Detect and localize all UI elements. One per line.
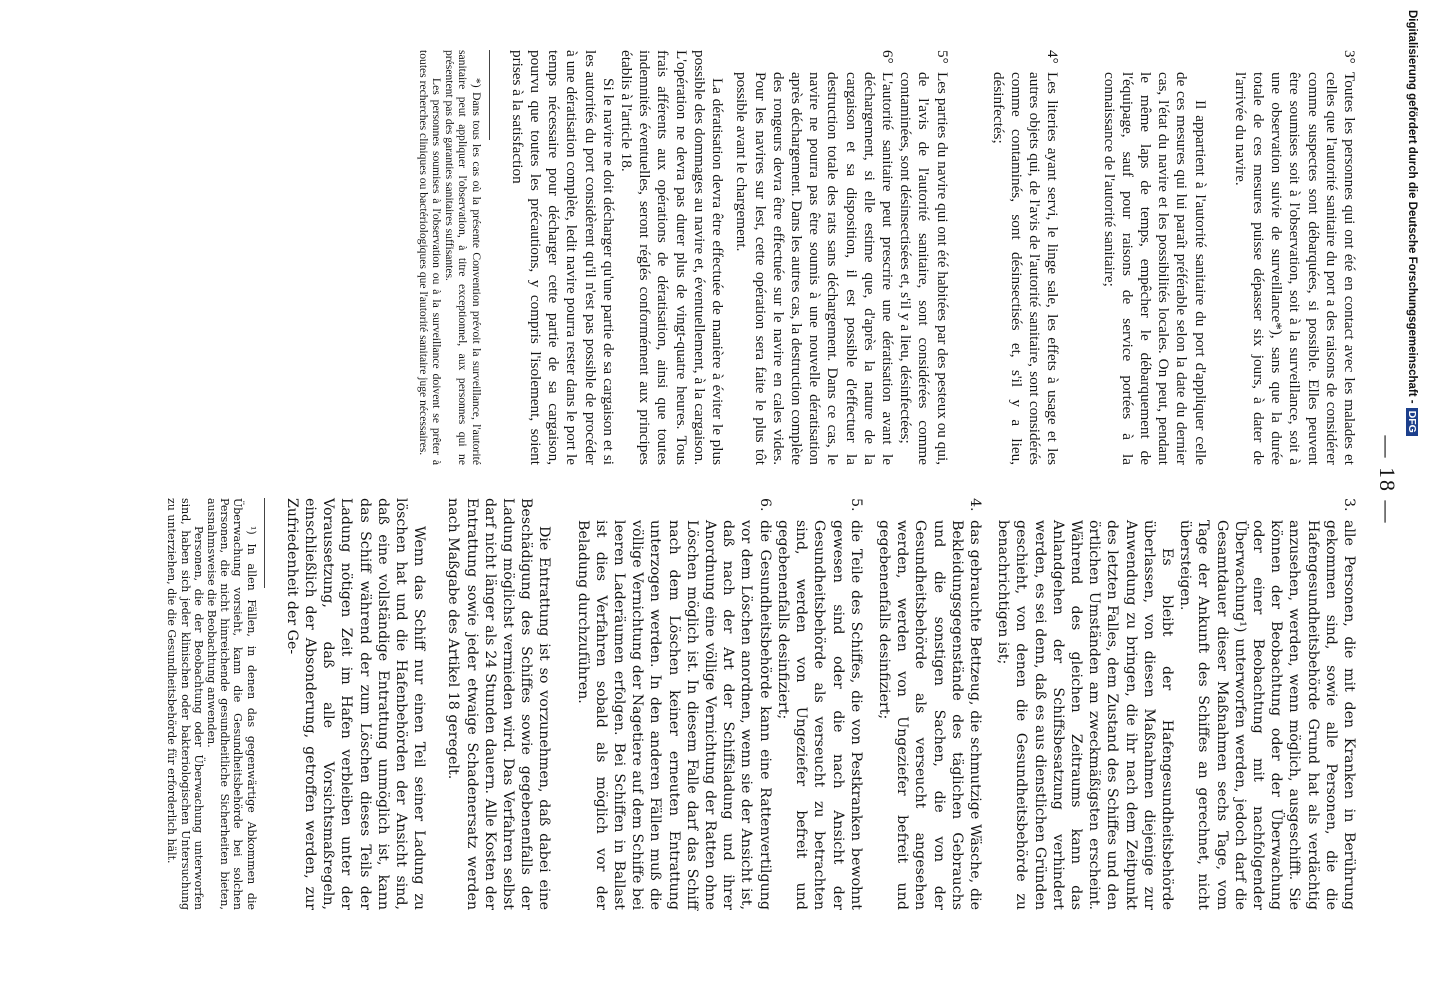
list-item xyxy=(1176,498,1358,910)
list-item xyxy=(573,498,773,910)
list-item xyxy=(1099,50,1208,465)
paragraph: La dératisation devra être effectuée de manière à éviter le plus possible des dommages au navire et, éventuellement, à la cargaison. L'opération ne devra pas durer plus de vingt-quatre heures. Tous frais afférents aux opérations de dératisation, ainsi que toutes indemnités éventuelles, seront réglés conformément aux principes établis à l'article 18. xyxy=(618,50,727,465)
item-text: die Teile des Schiffes, die von Pestkranken bewohnt gewesen sind oder die nach Ansicht der Gesundheitsbehörde als verseucht zu betrachten sind, werden von Ungeziefer befreit und gegebenenfalls desinfiziert; xyxy=(774,520,864,910)
item-text: das gebrauchte Bettzeug, die schmutzige Wäsche, die Bekleidungsgegenstände des täglichen Gebrauchs und die sonstigen Sachen, die von der Gesundheitsbehörde als verseucht angesehen werden, werden von Ungeziefer befreit und gegebenenfalls desinfiziert; xyxy=(875,520,983,910)
item-number: 4° xyxy=(1044,50,1062,64)
item-number: 5° xyxy=(933,50,951,64)
french-column xyxy=(417,50,1358,465)
footnote-divider xyxy=(264,498,265,588)
footnote: ¹) In allen Fällen, in denen das gegenwärtige Abkommen die Überwachung vorsieht, kann die Gesundheitsbehörde bei solchen Personen, die nicht hinreichende gesundheitliche Sicherheiten bieten, ausnahmsweise die Beobachtung anwenden. xyxy=(205,498,258,910)
item-text: L'autorité sanitaire peut prescrire une dératisation avant le déchargement, si elle estime que, d'après la nature de la cargaison et sa disposition, il est possible d'effectuer la destruction totale des rats sans déchargement. Dans ce cas, le navire ne pourra pas être soumis à une nouvelle dératisation après déchargement. Dans les autres cas, la destruction complète des rongeurs devra être effectuée sur le navire en cales vides. Pour les navires sur lest, cette opération sera faite le plus tôt possible avant le chargement. xyxy=(733,72,896,465)
footnote: Personen, die der Beobachtung oder Überwachung unterworfen sind, haben sich jeder klinischen oder bakteriologischen Untersuchung zu unterziehen, die die Gesundheitsbehörde für erforderlich hält. xyxy=(165,498,205,910)
item-number: 4. xyxy=(966,498,983,512)
list-item xyxy=(994,498,1176,910)
list-item xyxy=(1231,50,1358,465)
paragraph: Die Entrattung ist so vorzunehmen, daß dabei eine Beschädigung des Schiffes sowie gegebenenfalls der Ladung möglichst vermieden wird. Das Verfahren selbst darf nicht länger als 24 Stunden dauern. Alle Kosten der Entrattung sowie jeder etwaige Schadenersatz werden nach Maßgabe des Artikel 18 geregelt. xyxy=(445,498,553,910)
item-number: 6. xyxy=(756,498,773,512)
item-text: Es bleibt der Hafengesundheitsbehörde überlassen, von diesen Maßnahmen diejenige zur Anwendung zu bringen, die ihr nach dem Zeitpunkt des letzten Falles, dem Zustand des Schiffes und den örtlichen Umständen am zweckmäßigsten erscheint. Während des gleichen Zeitraums kann das Anlandgehen der Schiffsbesatzung verhindert werden, es sei denn, daß es aus dienstlichen Gründen geschieht, von denen die Gesundheitsbehörde zu benachrichtigen ist; xyxy=(995,520,1175,910)
footnote-divider xyxy=(489,50,490,140)
rotated-page-content xyxy=(113,50,1418,910)
item-text: Il appartient à l'autorité sanitaire du port d'appliquer celle de ces mesures qui lui paraît préférable selon la date du dernier cas, l'état du navire et les possibilités locales. On peut, pendant le même laps de temps, empêcher le débarquement de l'équipage, sauf pour raisons de service portées à la connaissance de l'autorité sanitaire; xyxy=(1100,72,1209,465)
paragraph: Wenn das Schiff nur einen Teil seiner Ladung zu löschen hat und die Hafenbehörden der Ansicht sind, daß eine vollständige Entrattung unmöglich ist, kann das Schiff während der zum Löschen dieses Teils der Ladung nötigen Zeit im Hafen verbleiben unter der Voraussetzung, daß alle Vorsichtsmaßregeln, einschließlich der Absonderung, getroffen werden, zur Zufriedenheit der Ge- xyxy=(283,498,428,910)
list-item xyxy=(875,498,984,910)
item-number: 5. xyxy=(847,498,864,512)
list-item xyxy=(732,50,896,465)
item-text: Les literies ayant servi, le linge sale, les effets à usage et les autres objets qui, de l'avis de l'autorité sanitaire, sont considérés comme contaminés, sont désinsectisés et, s'il y a lieu, désinfectés; xyxy=(989,72,1062,465)
list-item xyxy=(774,498,865,910)
item-text: alle Personen, die mit den Kranken in Berührung gekommen sind, sowie alle Personen, die die Hafengesundheitsbehörde Grund hat als verdächtig anzusehen, werden, wenn möglich, ausgeschifft. Sie können der Beobachtung oder der Überwachung oder einer Beobachtung mit nachfolgender Überwachung¹) unterworfen werden, jedoch darf die Gesamtdauer dieser Maßnahmen sechs Tage, vom Tage der Ankunft des Schiffes an gerechnet, nicht übersteigen. xyxy=(1177,520,1357,910)
footnote: *) Dans tous les cas où la présente Convention prévoit la surveillance, l'autorité sanitaire peut appliquer l'observation, à titre exceptionnel, aux personnes qui ne présentent pas des garanties sanitaires suffisantes. xyxy=(443,50,483,465)
item-number: 6° xyxy=(878,50,896,64)
german-column xyxy=(165,498,1358,910)
list-item xyxy=(896,50,951,465)
page-number: — 18 — xyxy=(1375,435,1400,525)
footnote: Les personnes soumises à l'observation ou à la surveillance doivent se prêter à toutes recherches cliniques ou bactériologiques que l'autorité sanitaire juge nécessaires. xyxy=(416,50,444,465)
item-text: die Gesundheitsbehörde kann eine Rattenvertilgung vor dem Löschen anordnen, wenn sie der Ansicht ist, daß nach der Art der Schiffsladung und ihrer Anordnung eine völlige Vernichtung der Ratten ohne Löschen möglich ist. In diesem Falle darf das Schiff nach dem Löschen keiner erneuten Entrattung unterzogen werden. In den anderen Fällen muß die völlige Vernichtung der Nagetiere auf dem Schiffe bei leeren Laderäumen erfolgen. Bei Schiffen in Ballast ist dies Verfahren sobald als möglich vor der Beladung durchzuführen. xyxy=(574,520,773,910)
list-item xyxy=(989,50,1062,465)
item-number: 3. xyxy=(1341,498,1357,512)
item-number: 3° xyxy=(1341,50,1358,64)
credit-text: Digitalisierung gefördert durch die Deutsche Forschungsgemeinschaft - xyxy=(1406,10,1418,404)
item-text: Toutes les personnes qui ont été en contact avec les malades et celles que l'autorité sanitaire du port a des raisons de considérer comme suspectes sont débarquées, si possible. Elles peuvent être soumises soit à l'observation, soit à la surveillance, soit à une observation suivie de surveillance*), sans que la durée totale de ces mesures puisse dépasser six jours, à dater de l'arrivée du navire. xyxy=(1231,72,1358,465)
dfg-logo: DFG xyxy=(1406,408,1418,436)
item-text: Les parties du navire qui ont été habitées par des pesteux ou qui, de l'avis de l'autorité sanitaire, sont considérées comme contaminées, sont désinsectisées et, s'il y a lieu, désinfectées; xyxy=(897,72,951,465)
paragraph: Si le navire ne doit décharger qu'une partie de sa cargaison et si les autorités du port considèrent qu'il n'est pas possible de procéder à une dératisation complète, ledit navire pourra rester dans le port le temps nécessaire pour décharger cette partie de sa cargaison, pourvu que toutes les précautions, y compris l'isolement, soient prises à la satisfaction xyxy=(508,50,617,465)
